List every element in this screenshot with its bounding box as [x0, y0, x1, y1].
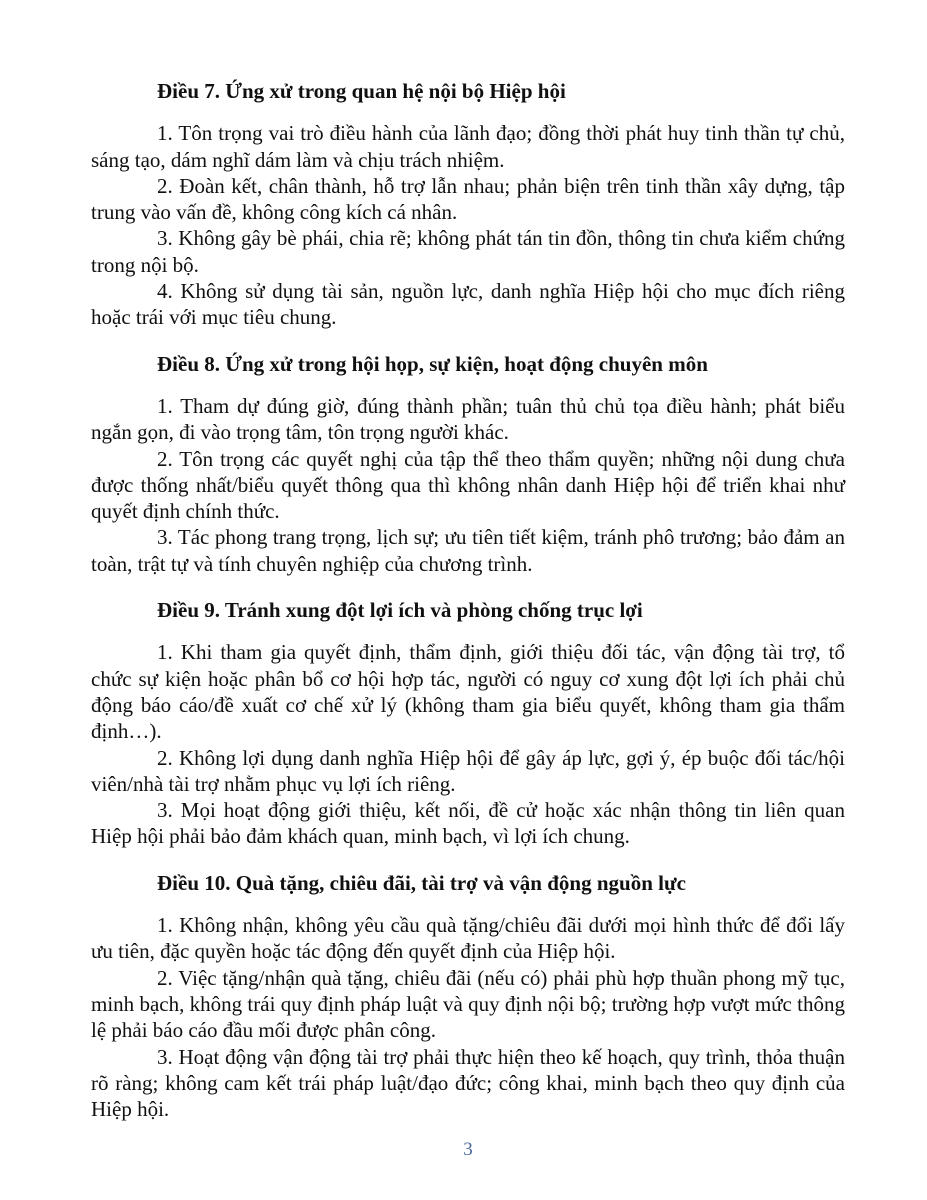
- article-7-paragraph-4: 4. Không sử dụng tài sản, nguồn lực, danh nghĩa Hiệp hội cho mục đích riêng hoặc trái với mục tiêu chung.: [91, 279, 845, 330]
- article-9-heading: Điều 9. Tránh xung đột lợi ích và phòng chống trục lợi: [157, 598, 643, 623]
- article-7-paragraph-3: 3. Không gây bè phái, chia rẽ; không phát tán tin đồn, thông tin chưa kiểm chứng trong nội bộ.: [91, 226, 845, 277]
- article-7-heading: Điều 7. Ứng xử trong quan hệ nội bộ Hiệp hội: [157, 79, 566, 103]
- article-9-paragraph-1: 1. Khi tham gia quyết định, thẩm định, giới thiệu đối tác, vận động tài trợ, tổ chức sự kiện hoặc phân bổ cơ hội hợp tác, người có nguy cơ xung đột lợi ích phải chủ động báo cáo/đề xuất cơ chế xử lý (không tham gia biểu quyết, không tham gia thẩm định…).: [91, 640, 845, 744]
- page-number: 3: [463, 1139, 473, 1160]
- article-8-heading: Điều 8. Ứng xử trong hội họp, sự kiện, hoạt động chuyên môn: [157, 351, 708, 376]
- article-7-paragraph-1: 1. Tôn trọng vai trò điều hành của lãnh đạo; đồng thời phát huy tinh thần tự chủ, sáng tạo, dám nghĩ dám làm và chịu trách nhiệm.: [91, 121, 845, 172]
- article-9-paragraph-3: 3. Mọi hoạt động giới thiệu, kết nối, đề cử hoặc xác nhận thông tin liên quan Hiệp hội phải bảo đảm khách quan, minh bạch, vì lợi ích chung.: [91, 798, 845, 849]
- article-8-paragraph-2: 2. Tôn trọng các quyết nghị của tập thể theo thẩm quyền; những nội dung chưa được thống nhất/biểu quyết thông qua thì không nhân danh Hiệp hội để triển khai như quyết định chính thức.: [91, 446, 845, 524]
- document-body: [91, 78, 845, 1122]
- article-10-heading: Điều 10. Quà tặng, chiêu đãi, tài trợ và vận động nguồn lực: [157, 870, 686, 895]
- article-9-paragraph-2: 2. Không lợi dụng danh nghĩa Hiệp hội để gây áp lực, gợi ý, ép buộc đối tác/hội viên/nhà tài trợ nhằm phục vụ lợi ích riêng.: [91, 745, 845, 796]
- article-7-paragraph-2: 2. Đoàn kết, chân thành, hỗ trợ lẫn nhau; phản biện trên tinh thần xây dựng, tập trung vào vấn đề, không công kích cá nhân.: [91, 173, 845, 225]
- article-10-paragraph-1: 1. Không nhận, không yêu cầu quà tặng/chiêu đãi dưới mọi hình thức để đổi lấy ưu tiên, đặc quyền hoặc tác động đến quyết định của Hiệp hội.: [91, 913, 845, 964]
- article-10-paragraph-3: 3. Hoạt động vận động tài trợ phải thực hiện theo kế hoạch, quy trình, thỏa thuận rõ ràng; không cam kết trái pháp luật/đạo đức; công khai, minh bạch theo quy định của Hiệp hội.: [91, 1044, 845, 1122]
- article-8-paragraph-3: 3. Tác phong trang trọng, lịch sự; ưu tiên tiết kiệm, tránh phô trương; bảo đảm an toàn, trật tự và tính chuyên nghiệp của chương trình.: [91, 525, 845, 576]
- article-10-paragraph-2: 2. Việc tặng/nhận quà tặng, chiêu đãi (nếu có) phải phù hợp thuần phong mỹ tục, minh bạch, không trái quy định pháp luật và quy định nội bộ; trường hợp vượt mức thông lệ phải báo cáo đầu mối được phân công.: [91, 965, 845, 1043]
- article-8-paragraph-1: 1. Tham dự đúng giờ, đúng thành phần; tuân thủ chủ tọa điều hành; phát biểu ngắn gọn, đi vào trọng tâm, tôn trọng người khác.: [91, 393, 845, 445]
